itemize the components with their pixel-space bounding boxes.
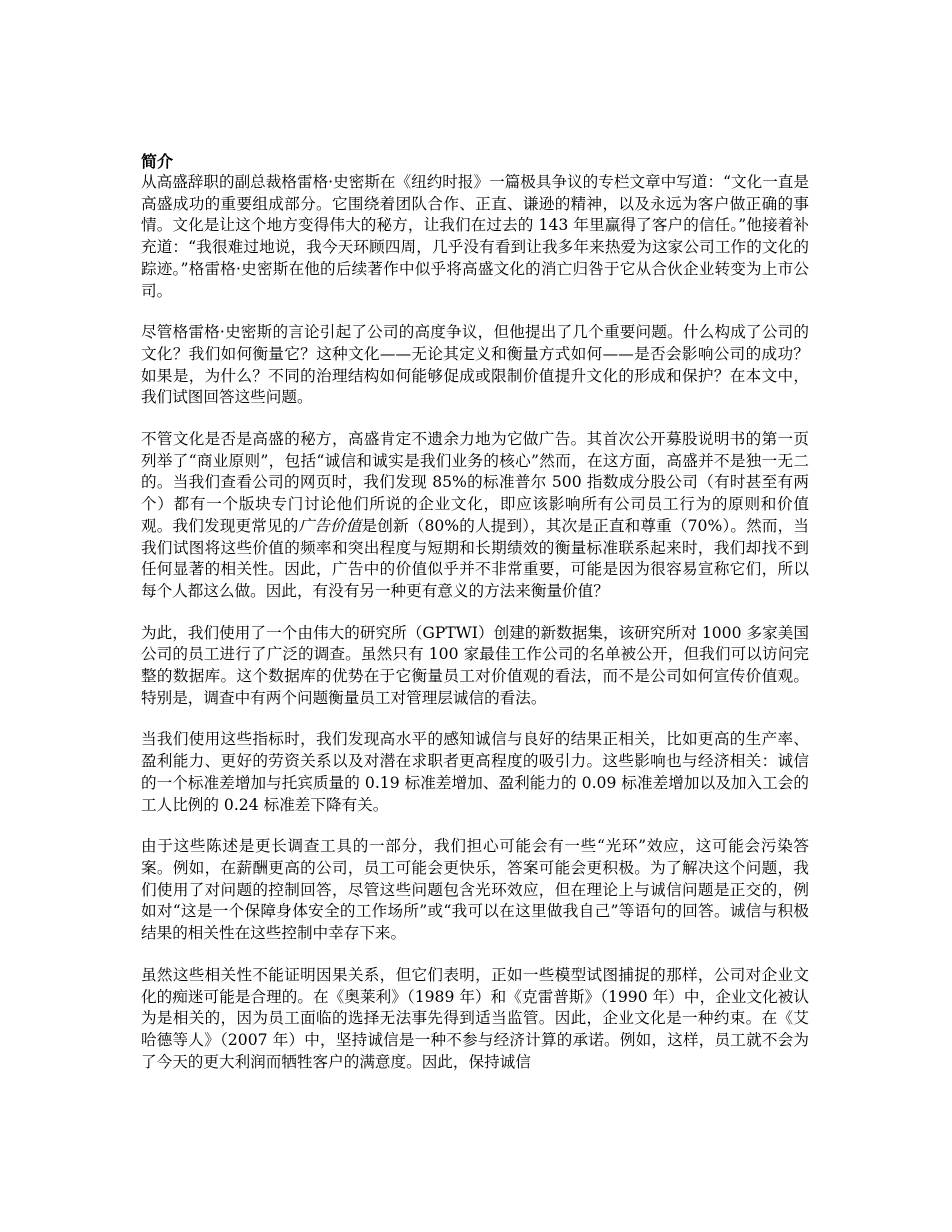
- paragraph-3-part-1: 不管文化是否是高盛的秘方，高盛肯定不遗余力地为它做广告。其首次公开募股说明书的第一页列举了“商业原则”，包括“诚信和诚实是我们业务的核心”然而，在这方面，高盛并不是独一无二的。当我们查看公司的网页时，我们发现 85%的标准普尔 500 指数成分股公司（有时甚至有两个）都有一个版块专门讨论他们所说的企业文化，即应该影响所有公司员工行为的原则和价值观。我们发现更常见的: [141, 430, 809, 535]
- paragraph-1: 从高盛辞职的副总裁格雷格·史密斯在《纽约时报》一篇极具争议的专栏文章中写道：“文化一直是高盛成功的重要组成部分。它围绕着团队合作、正直、谦逊的精神，以及永远为客户做正确的事情。文化是让这个地方变得伟大的秘方，让我们在过去的 143 年里赢得了客户的信任。”他接着补充道：“我很难过地说，我今天环顾四周，几乎没有看到让我多年来热爱为这家公司工作的文化的踪迹。”格雷格·史密斯在他的后续著作中似乎将高盛文化的消亡归咎于它从合伙企业转变为上市公司。: [141, 173, 809, 300]
- paragraph-3-italic-term: 广告价值: [298, 516, 362, 535]
- paragraph-7: 虽然这些相关性不能证明因果关系，但它们表明，正如一些模型试图捕捉的那样，公司对企业文化的痴迷可能是合理的。在《奥莱利》（1989 年）和《克雷普斯》（1990 年）中，企业文化被认为是相关的，因为员工面临的选择无法事先得到适当监管。因此，企业文化是一种约束。在《艾哈德等人》（2007 年）中，坚持诚信是一种不参与经济计算的承诺。例如，这样，员工就不会为了今天的更大利润而牺牲客户的满意度。因此，保持诚信: [141, 965, 809, 1071]
- section-heading: 简介: [141, 152, 174, 171]
- paragraph-3-part-2: 是创新（80%的人提到），其次是正直和尊重（70%）。然而，当我们试图将这些价值的频率和突出程度与短期和长期绩效的衡量标准联系起来时，我们却找不到任何显著的相关性。因此，广告中的价值似乎并不非常重要，可能是因为很容易宣称它们，所以每个人都这么做。因此，有没有另一种更有意义的方法来衡量价值？: [141, 516, 809, 600]
- document-page: [141, 152, 809, 1093]
- paragraph-2: 尽管格雷格·史密斯的言论引起了公司的高度争议，但他提出了几个重要问题。什么构成了公司的文化？我们如何衡量它？这种文化——无论其定义和衡量方式如何——是否会影响公司的成功？如果是，为什么？不同的治理结构如何能够促成或限制价值提升文化的形成和保护？在本文中，我们试图回答这些问题。: [141, 323, 809, 407]
- paragraph-3: [141, 429, 809, 603]
- paragraph-5: 当我们使用这些指标时，我们发现高水平的感知诚信与良好的结果正相关，比如更高的生产率、盈利能力、更好的劳资关系以及对潜在求职者更高程度的吸引力。这些影响也与经济相关：诚信的一个标准差增加与托宾质量的 0.19 标准差增加、盈利能力的 0.09 标准差增加以及加入工会的工人比例的 0.24 标准差下降有关。: [141, 730, 809, 814]
- paragraph-4: 为此，我们使用了一个由伟大的研究所（GPTWI）创建的新数据集，该研究所对 1000 多家美国公司的员工进行了广泛的调查。虽然只有 100 家最佳工作公司的名单被公开，但我们可以访问完整的数据库。这个数据库的优势在于它衡量员工对价值观的看法，而不是公司如何宣传价值观。特别是，调查中有两个问题衡量员工对管理层诚信的看法。: [141, 623, 809, 707]
- paragraph-6: 由于这些陈述是更长调查工具的一部分，我们担心可能会有一些“光环”效应，这可能会污染答案。例如，在薪酬更高的公司，员工可能会更快乐，答案可能会更积极。为了解决这个问题，我们使用了对问题的控制回答，尽管这些问题包含光环效应，但在理论上与诚信问题是正交的，例如对“这是一个保障身体安全的工作场所”或“我可以在这里做我自己”等语句的回答。诚信与积极结果的相关性在这些控制中幸存下来。: [141, 837, 809, 943]
